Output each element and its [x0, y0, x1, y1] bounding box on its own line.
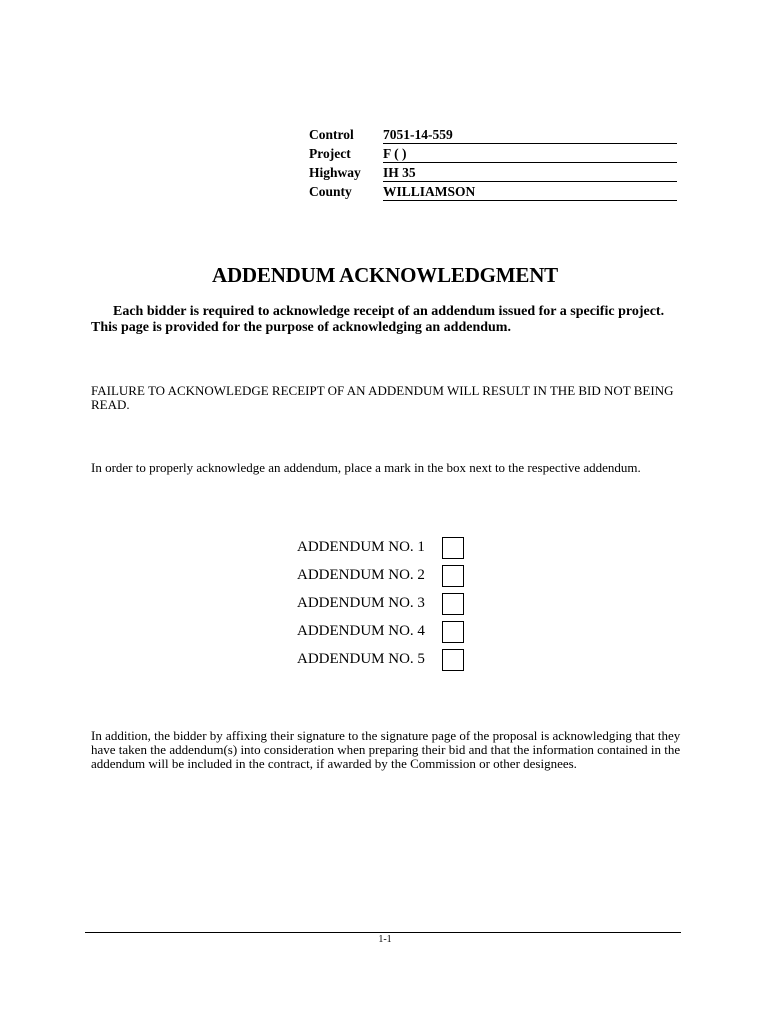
addendum-label-1: ADDENDUM NO. 1	[297, 539, 425, 555]
addendum-checkbox-4[interactable]	[442, 621, 464, 643]
addendum-label-4: ADDENDUM NO. 4	[297, 623, 425, 639]
addendum-checkbox-3[interactable]	[442, 593, 464, 615]
project-label: Project	[309, 146, 351, 161]
addendum-checkbox-2[interactable]	[442, 565, 464, 587]
control-value: 7051-14-559	[383, 126, 677, 144]
project-value: F ( )	[383, 145, 677, 163]
highway-row	[309, 164, 679, 183]
project-row	[309, 145, 679, 164]
highway-label: Highway	[309, 165, 361, 180]
instruction-paragraph: In order to properly acknowledge an addendum, place a mark in the box next to the respective addendum.	[91, 460, 641, 475]
control-label: Control	[309, 127, 354, 142]
county-value: WILLIAMSON	[383, 183, 677, 201]
county-label: County	[309, 184, 352, 199]
county-row	[309, 183, 679, 202]
addendum-label-5: ADDENDUM NO. 5	[297, 651, 425, 667]
control-row	[309, 126, 679, 145]
addendum-label-2: ADDENDUM NO. 2	[297, 567, 425, 583]
intro-paragraph: Each bidder is required to acknowledge receipt of an addendum issued for a specific project. This page is provided for the purpose of acknowledging an addendum.	[91, 304, 665, 335]
closing-paragraph: In addition, the bidder by affixing their signature to the signature page of the proposal is acknowledging that they have taken the addendum(s) into consideration when preparing their bid and that the information contained in the addendum will be included in the contract, if awarded by the Commission or other designees.	[91, 728, 681, 771]
addendum-checkbox-5[interactable]	[442, 649, 464, 671]
highway-value: IH 35	[383, 164, 677, 182]
page-number: 1-1	[378, 934, 392, 945]
footer-divider	[85, 932, 681, 933]
page-title: ADDENDUM ACKNOWLEDGMENT	[212, 263, 558, 287]
project-info-table	[309, 126, 679, 202]
addendum-label-3: ADDENDUM NO. 3	[297, 595, 425, 611]
warning-paragraph: FAILURE TO ACKNOWLEDGE RECEIPT OF AN ADDENDUM WILL RESULT IN THE BID NOT BEING READ.	[91, 383, 674, 412]
addendum-checkbox-1[interactable]	[442, 537, 464, 559]
